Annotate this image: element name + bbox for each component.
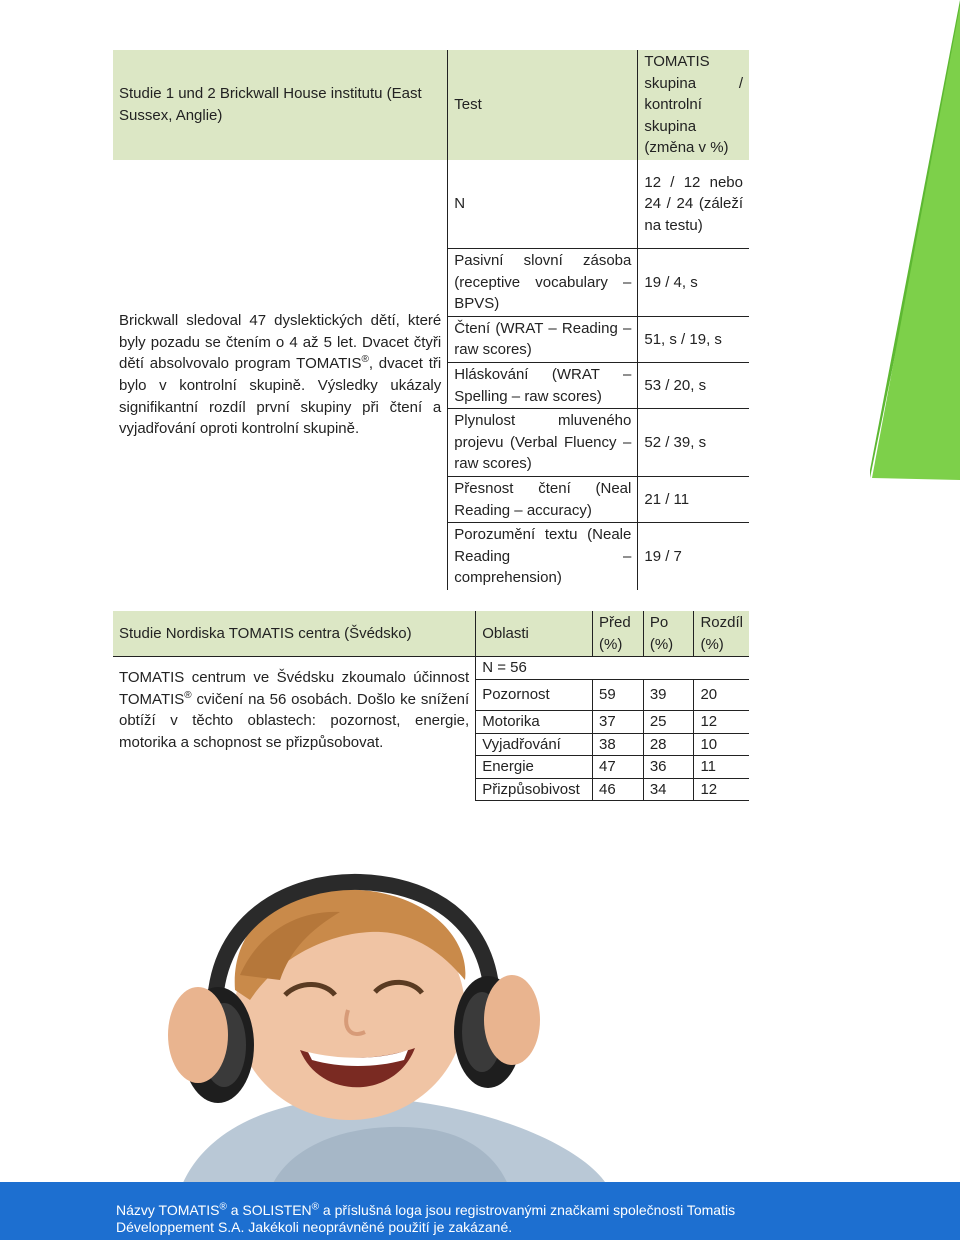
table2-n-label: N = 56 [476,657,749,680]
table1-test-cell: Pasivní slovní zásoba (receptive vocabulary – BPVS) [448,248,638,316]
table1-header-row [113,50,749,160]
table2-area-cell: Pozornost [476,680,593,711]
table2-header-after: Po (%) [643,611,694,657]
registered-mark: ® [361,354,369,366]
table1-description-part1: Brickwall sledoval 47 dyslektických dětí, které byly pozadu se čtením o 4 až 5 let. Dvacet čtyři dětí absolvovalo program TOMATIS [119,312,442,373]
table2-area-cell: Motorika [476,711,593,734]
table1-test-cell: Čtení (WRAT – Reading – raw scores) [448,316,638,362]
table2-before-cell: 47 [593,756,644,779]
table2-before-cell: 37 [593,711,644,734]
table1-header-result: TOMATIS skupina / kontrolní skupina (změna v %) [638,50,749,160]
table2-after-cell: 36 [643,756,694,779]
table1-header-study: Studie 1 und 2 Brickwall House institutu (East Sussex, Anglie) [113,50,448,160]
footer-text-part1: Názvy TOMATIS [116,1202,220,1218]
table2-header-row [113,611,749,657]
table1-description-part2: , dvacet tři bylo v kontrolní skupině. Výsledky ukázaly signifikantní rozdíl první skupiny při čtení a vyjadřování oproti kontrolní skupině. [119,355,442,438]
table2-diff-cell: 20 [694,680,749,711]
table1-result-cell: 19 / 7 [638,523,749,590]
table1-result-cell: 19 / 4, s [638,248,749,316]
table2-header-diff: Rozdíl (%) [694,611,749,657]
table1-result-cell: 53 / 20, s [638,362,749,408]
table2-before-cell: 38 [593,733,644,756]
table2-after-cell: 34 [643,778,694,801]
table1-test-cell: Plynulost mluveného projevu (Verbal Fluency – raw scores) [448,409,638,477]
table2-description-part2: cvičení na 56 osobách. Došlo ke snížení obtíží v těchto oblastech: pozornost, energie, motorika a schopnost se přizpůsobovat. [119,690,470,751]
table2-after-cell: 39 [643,680,694,711]
table2-diff-cell: 10 [694,733,749,756]
table2-before-cell: 46 [593,778,644,801]
table2-header-area: Oblasti [476,611,593,657]
registered-mark: ® [219,1201,227,1213]
table1-result-cell: 52 / 39, s [638,409,749,477]
table2-area-cell: Přizpůsobivost [476,778,593,801]
footer-trademark-notice [116,1202,816,1236]
table-row [113,657,749,680]
table1-test-cell: Hláskování (WRAT – Spelling – raw scores) [448,362,638,408]
footer-text-part3: a příslušná loga jsou registrovanými značkami společnosti Tomatis Développement S.A. Jakékoli neoprávněné použití je zakázané. [116,1202,736,1235]
table2-description-part1: TOMATIS centrum ve Švédsku zkoumalo účinnost TOMATIS [119,669,470,708]
footer-text-part2: a SOLISTEN [226,1202,312,1218]
table2-diff-cell: 12 [694,711,749,734]
brickwall-study-table [113,50,749,590]
nordiska-study-table [113,611,749,801]
table1-test-cell: Přesnost čtení (Neal Reading – accuracy) [448,476,638,522]
table2-area-cell: Vyjadřování [476,733,593,756]
table1-result-cell: 51, s / 19, s [638,316,749,362]
table2-diff-cell: 12 [694,778,749,801]
child-headphones-photo [120,860,620,1190]
table1-header-test: Test [448,50,638,160]
table2-area-cell: Energie [476,756,593,779]
table2-header-study: Studie Nordiska TOMATIS centra (Švédsko) [113,611,476,657]
table1-result-cell: 12 / 12 nebo 24 / 24 (záleží na testu) [638,160,749,249]
table2-before-cell: 59 [593,680,644,711]
registered-mark: ® [311,1201,320,1213]
table2-header-before: Před (%) [593,611,644,657]
table1-description [113,160,448,590]
table2-description [113,657,476,801]
table1-test-cell: Porozumění textu (Neale Reading – comprehension) [448,523,638,590]
table1-test-cell: N [448,160,638,249]
table-row [113,160,749,249]
green-ribbon-decoration [870,0,960,480]
table2-after-cell: 28 [643,733,694,756]
table2-after-cell: 25 [643,711,694,734]
table2-diff-cell: 11 [694,756,749,779]
table1-result-cell: 21 / 11 [638,476,749,522]
registered-mark: ® [184,689,192,701]
